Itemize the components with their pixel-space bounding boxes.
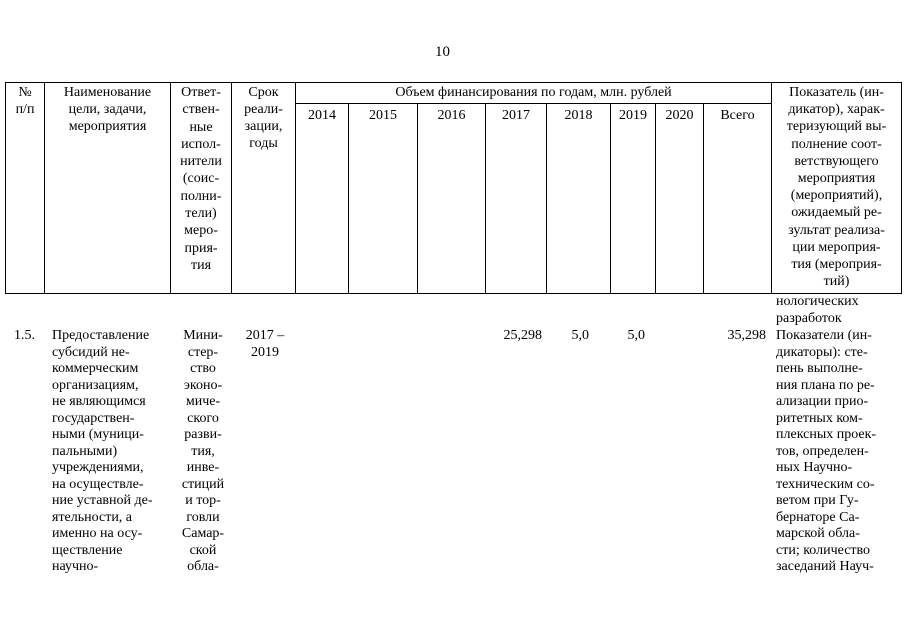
col-divider: [348, 103, 349, 294]
header-num-line: №: [18, 85, 32, 100]
row-exec-line: ского: [187, 410, 219, 426]
row-exec-line: стиций: [181, 476, 225, 492]
year-total: Всего: [720, 108, 755, 123]
row-exec-line: инве-: [186, 460, 220, 475]
row-indicator-line: бернаторе Са-: [776, 509, 860, 525]
row-number: 1.5.: [14, 328, 35, 343]
row-name-line: пальными): [52, 443, 118, 459]
year-2019: 2019: [619, 108, 647, 123]
carryover-line: нологических: [776, 294, 859, 309]
header-indicator-line: (мероприятий),: [790, 188, 883, 204]
row-exec-line: ской: [189, 542, 217, 558]
carryover-line: разработок: [776, 310, 842, 326]
row-name-line: ществление: [52, 542, 123, 558]
header-indicator-line: теризующий вы-: [786, 119, 887, 135]
col-divider: [703, 103, 704, 294]
row-indicator-line: Показатели (ин-: [776, 328, 872, 343]
header-name: [45, 84, 170, 135]
header-exec-line: тия: [190, 257, 212, 273]
header-period-line: зации,: [244, 119, 283, 134]
year-2017: 2017: [502, 108, 530, 123]
header-exec-line: Ответ-: [181, 85, 221, 100]
header-indicator-line: дикатор), харак-: [788, 102, 885, 118]
row-indicator-line: ния плана по ре-: [776, 377, 875, 393]
header-bottom-border: [5, 293, 902, 294]
row-executors: [176, 328, 230, 576]
table-right-border: [901, 82, 902, 294]
year-2014: 2014: [308, 108, 336, 123]
header-indicator-line: тия (мероприя-: [791, 257, 882, 273]
row-exec-line: стер-: [187, 344, 219, 360]
row-exec-line: Самар-: [181, 526, 225, 541]
year-2018: 2018: [564, 108, 593, 123]
header-exec-line: тели): [185, 206, 217, 222]
header-period-line: годы: [249, 136, 278, 151]
header-name-line: мероприятия: [68, 119, 147, 134]
value-total: 35,298: [727, 328, 766, 343]
indicator-carryover: [776, 294, 900, 327]
row-indicator: [776, 328, 900, 576]
header-num-line: п/п: [15, 102, 35, 117]
row-indicator-line: ритетных ком-: [776, 410, 863, 426]
row-name-line: субсидий не-: [52, 344, 130, 360]
row-exec-line: тия,: [191, 443, 215, 459]
col-divider: [546, 103, 547, 294]
value-2018: 5,0: [571, 328, 589, 343]
header-executors: [171, 84, 231, 274]
header-funding-title: Объем финансирования по годам, млн. рублей: [395, 85, 672, 100]
row-period-line: 2017 –: [245, 328, 285, 343]
row-indicator-line: марской обла-: [776, 526, 860, 541]
header-exec-line: нители: [180, 154, 222, 170]
header-indicator-line: ции мероприя-: [792, 239, 881, 255]
header-indicator: [772, 84, 901, 290]
value-2017: 25,298: [503, 328, 542, 343]
header-exec-line: меро-: [184, 223, 218, 239]
col-divider: [417, 103, 418, 294]
row-name-line: организациям,: [52, 377, 139, 393]
row-indicator-line: тов, определен-: [776, 443, 869, 459]
header-exec-line: прия-: [184, 240, 218, 256]
header-indicator-line: ожидаемый ре-: [791, 205, 882, 221]
row-name-line: учреждениями,: [52, 460, 144, 475]
header-indicator-line: зультат реализа-: [788, 222, 885, 238]
header-exec-line: ные: [189, 119, 213, 135]
row-indicator-line: техническим со-: [776, 476, 875, 492]
row-name-line: не являющимся: [52, 394, 146, 409]
row-name-line: ятельности, а: [52, 509, 133, 525]
row-indicator-line: ных Научно-: [776, 460, 853, 475]
header-exec-line: полни-: [180, 188, 222, 204]
row-name-line: ние уставной де-: [52, 493, 153, 508]
value-2019: 5,0: [627, 328, 645, 343]
row-period-line: 2019: [251, 344, 279, 360]
row-exec-line: ство: [190, 361, 216, 376]
header-exec-line: ствен-: [182, 102, 220, 118]
table-top-border: [5, 82, 902, 83]
row-name: [52, 328, 170, 576]
row-name-line: на осуществле-: [52, 476, 144, 492]
header-exec-line: испол-: [181, 136, 221, 152]
row-exec-line: говли: [186, 509, 220, 525]
header-indicator-line: ветствующего: [794, 153, 879, 169]
row-indicator-line: пень выполне-: [776, 361, 863, 376]
year-2016: 2016: [437, 108, 466, 123]
row-indicator-line: дикаторы): сте-: [776, 344, 868, 360]
row-exec-line: и тор-: [185, 493, 221, 508]
row-period: [236, 328, 294, 361]
year-2020: 2020: [665, 108, 694, 123]
row-exec-line: Мини-: [183, 328, 223, 343]
row-exec-line: миче-: [185, 394, 221, 409]
row-indicator-line: ветом при Гу-: [776, 493, 859, 508]
header-name-line: Наименование: [63, 85, 152, 100]
header-indicator-line: мероприятия: [797, 171, 876, 187]
col-divider: [485, 103, 486, 294]
row-exec-line: эконо-: [183, 377, 223, 393]
years-header-border: [295, 103, 771, 104]
header-exec-line: (соис-: [182, 171, 220, 187]
col-divider: [655, 103, 656, 294]
row-exec-line: разви-: [184, 427, 222, 442]
page-number: 10: [435, 44, 450, 60]
row-indicator-line: плексных проек-: [776, 427, 877, 442]
header-num: [6, 84, 44, 118]
row-name-line: Предоставление: [52, 328, 150, 343]
row-indicator-line: сти; количество: [776, 542, 871, 558]
row-name-line: научно-: [52, 559, 99, 574]
row-indicator-line: заседаний Науч-: [776, 559, 874, 574]
row-exec-line: обла-: [187, 559, 219, 574]
row-name-line: ными (муници-: [52, 427, 144, 442]
header-period: [232, 84, 295, 152]
header-period-line: реали-: [244, 102, 283, 117]
year-2015: 2015: [369, 108, 397, 123]
header-name-line: цели, задачи,: [68, 102, 147, 117]
row-name-line: именно на осу-: [52, 526, 143, 541]
header-period-line: Срок: [248, 85, 279, 100]
row-name-line: коммерческим: [52, 361, 139, 376]
row-name-line: государствен-: [52, 410, 135, 426]
header-indicator-line: Показатель (ин-: [789, 85, 884, 100]
header-indicator-line: полнение соот-: [791, 136, 882, 152]
row-indicator-line: ализации прио-: [776, 394, 869, 409]
header-indicator-line: тий): [823, 274, 850, 290]
col-divider: [610, 103, 611, 294]
